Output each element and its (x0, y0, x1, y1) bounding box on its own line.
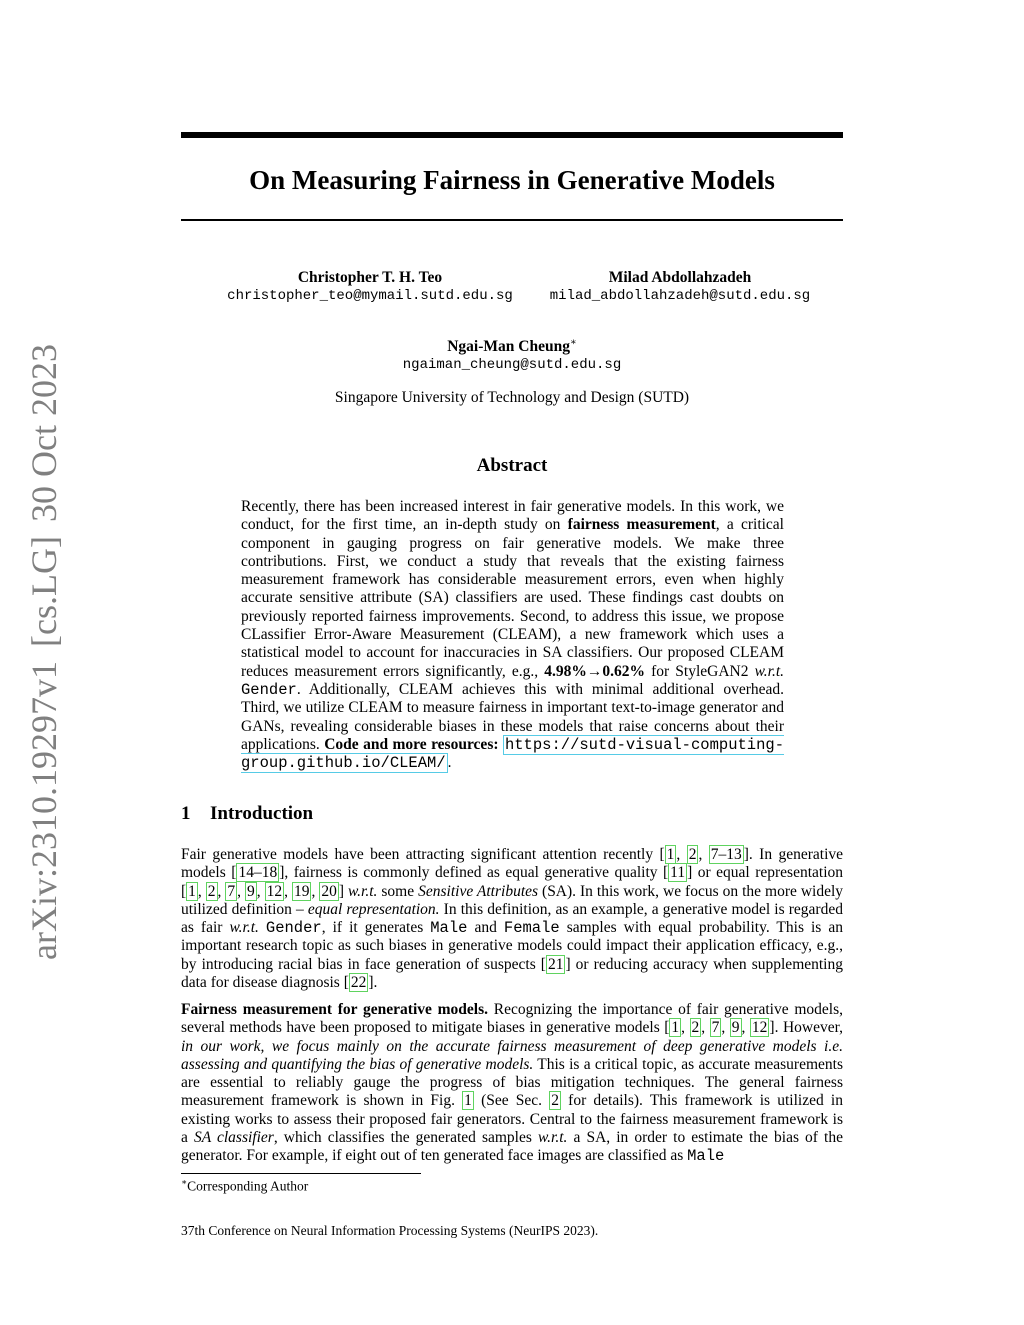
citation-link[interactable]: 12 (751, 1019, 768, 1037)
citation-link[interactable]: 7 (711, 1019, 720, 1037)
title-top-rule (181, 132, 843, 138)
citation-link[interactable]: 1 (666, 846, 675, 863)
title-bottom-rule (181, 219, 843, 221)
author-name: Milad Abdollahzadeh (608, 269, 752, 286)
abstract-heading: Abstract (476, 455, 548, 476)
abstract-body: Recently, there has been increased interest in fair generative models. In this work, we conduct, for the first time, an in-depth study on fairness measurement, a critical component in gauging progress on fair generative models. We make three contributions. First, we conduct a study that reveals that the existing fairness measurement framework has considerable measurement errors, even when highly accurate sensitive attribute (SA) classifiers are used. These findings cast doubts on previously reported fairness improvements. Second, to address this issue, we propose CLassifier Error-Aware Measurement (CLEAM), a new framework which uses a statistical model to account for inaccuracies in SA classifiers. Our proposed CLEAM reduces measurement errors significantly, e.g., 4.98%→0.62% for StyleGAN2 w.r.t. Gender. Additionally, CLEAM achieves this with minimal additional overhead. Third, we utilize CLEAM to measure fairness in important text-to-image generator and GANs, revealing considerable biases in these models that raise concerns about their applications. Code and more resources: https://sutd-visual-computing-group.github.io/CLEAM/ . (241, 498, 784, 773)
author-email[interactable]: christopher_teo@mymail.sutd.edu.sg (227, 288, 513, 304)
author-block (362, 333, 662, 375)
affiliation: Singapore University of Technology and Design (SUTD) (334, 389, 690, 406)
figure-link[interactable]: 1 (464, 1092, 472, 1110)
citation-link[interactable]: 2 (691, 1019, 700, 1037)
citation-link[interactable]: 14–18 (238, 864, 278, 882)
arxiv-id[interactable]: arXiv:2310.19297v1 (24, 660, 64, 960)
paper-title: On Measuring Fairness in Generative Models (249, 165, 775, 195)
citation-link[interactable]: 7 (227, 882, 236, 900)
citation-link[interactable]: 21 (547, 955, 564, 973)
citation-link[interactable]: 9 (247, 882, 255, 900)
author-email[interactable]: milad_abdollahzadeh@sutd.edu.sg (549, 288, 811, 304)
citation-link[interactable]: 11 (670, 864, 686, 882)
author-block (530, 268, 830, 306)
citation-link[interactable]: 22 (350, 974, 367, 992)
section-heading: 1 Introduction (181, 803, 314, 824)
citation-link[interactable]: 9 (731, 1019, 740, 1037)
arxiv-date: 30 Oct 2023 (24, 344, 64, 523)
citation-link[interactable]: 1 (671, 1019, 680, 1037)
intro-paragraph-2: Fairness measurement for generative models. Recognizing the importance of fair generative models, several methods have been proposed to mitigate biases in generative models [ 1 , 2 , 7 , 9 , 12 ]. However, in our work, we focus mainly on the accurate fairness measurement of deep generative models i.e. assessing and quantifying the bias of generative models. This is a critical topic, as accurate measurements are essential to reliably gauge the progress of bias mitigation techniques. The general fairness measurement framework is shown in Fig. 1 (See Sec. 2 for details). This framework is utilized in existing works to assess their proposed fair generators. Central to the fairness measurement framework is a SA classifier, which classifies the generated samples w.r.t. a SA, in order to estimate the bias of the generator. For example, if eight out of ten generated face images are classified as Male (181, 1001, 844, 1166)
paragraph-heading: Fairness measurement for generative models. (181, 1001, 489, 1018)
author-email[interactable]: ngaiman_cheung@sutd.edu.sg (402, 357, 622, 374)
author-name: Ngai-Man Cheung (447, 338, 570, 356)
footnote: ∗Corresponding Author (181, 1177, 309, 1194)
intro-paragraph-1: Fair generative models have been attracting significant attention recently [ 1 , 2 , 7–13 ]. In generative models [ 14–18 ], fairness is commonly defined as equal generative quality [ 11 ] or equal representation [ 1 , 2 , 7 , 9 , 12 , 19 , 20 ] w.r.t. some Sensitive Attributes (SA). In this work, we focus on the more widely utilized definition – equal representation. In this definition, as an example, a generative model is regarded as fair w.r.t. Gender, if it generates Male and Female samples with equal probability. This is an important research topic as such biases in generative models could impact their application efficacy, e.g., by introducing racial bias in face generation of suspects [ 21 ] or reducing accuracy when supplementing data for disease diagnosis [ 22 ]. (181, 846, 844, 992)
citation-link[interactable]: 19 (293, 882, 310, 900)
arxiv-stamp (23, 330, 65, 960)
author-name: Christopher T. H. Teo (297, 269, 443, 286)
abstract-bold: Code and more resources: (324, 735, 499, 753)
footnote-rule (181, 1173, 421, 1174)
citation-link[interactable]: 1 (188, 882, 196, 900)
abstract-bold: fairness measurement (567, 516, 716, 534)
venue-note: 37th Conference on Neural Information Processing Systems (NeurIPS 2023). (181, 1223, 599, 1238)
citation-link[interactable]: 2 (207, 882, 216, 900)
corresponding-marker[interactable]: ∗ (569, 337, 577, 348)
author-block (220, 268, 520, 306)
code-link[interactable]: https://sutd-visual-computing-group.github.io/CLEAM/ (241, 735, 784, 773)
section-link[interactable]: 2 (551, 1092, 559, 1110)
arxiv-category: [cs.LG] (24, 536, 64, 647)
citation-link[interactable]: 12 (266, 882, 283, 900)
citation-link[interactable]: 7–13 (710, 846, 742, 863)
citation-link[interactable]: 2 (688, 846, 697, 863)
abstract-bold: 4.98%→0.62% (544, 662, 645, 680)
citation-link[interactable]: 20 (321, 882, 337, 900)
